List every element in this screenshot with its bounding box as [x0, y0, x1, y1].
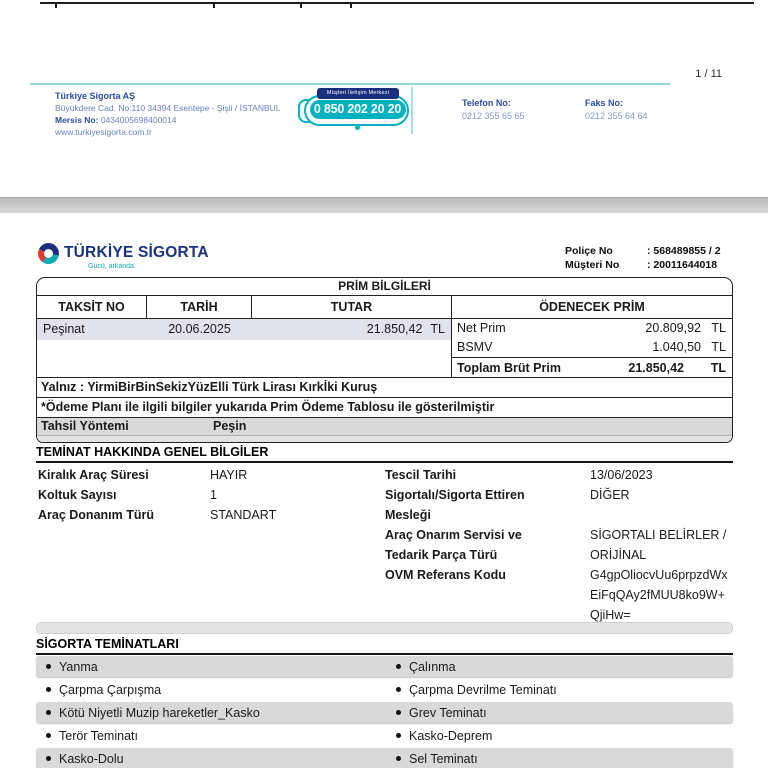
col-header-installment: TAKSİT NO: [37, 296, 147, 318]
net-premium-value: 20.809,92: [645, 321, 701, 335]
bullet-icon: [46, 664, 51, 669]
info-label: Araç Onarım Servisi ve Tedarik Parça Türü: [385, 528, 522, 562]
ovm-reference-code: G4gpOliocvUu6prpzdWxEiFqQAy2fMUU8ko9W+QjiHw=: [590, 568, 728, 622]
info-row: [385, 565, 733, 625]
installment-amount-cell: [252, 319, 451, 340]
brand-name: TÜRKİYE SİGORTA: [64, 244, 209, 261]
info-value: HAYIR: [210, 468, 248, 482]
installment-name: Peşinat: [43, 322, 85, 336]
coverage-label: Yanma: [59, 659, 98, 674]
bullet-icon: [46, 687, 51, 692]
table-tick: [350, 3, 352, 8]
coverage-label: Kasko-Deprem: [409, 728, 493, 743]
coverage-label: Çalınma: [409, 659, 456, 674]
info-label: Kiralık Araç Süresi: [38, 468, 149, 482]
coverage-item: [36, 729, 386, 743]
net-premium-label: Net Prim: [457, 321, 506, 335]
bullet-icon: [396, 733, 401, 738]
collection-method-value: Peşin: [213, 419, 247, 433]
mersis-label: Mersis No:: [55, 115, 99, 125]
installment-currency: TL: [430, 322, 445, 336]
gross-total-value: 21.850,42: [628, 360, 684, 375]
info-value: SİGORTALI BELİRLER / ORİJİNAL: [590, 528, 727, 562]
customer-no-value: : 20011644018: [647, 259, 718, 271]
table-bottom-edge: [40, 2, 754, 4]
call-center-number: 0 850 202 20 20: [310, 100, 406, 119]
bullet-icon: [46, 710, 51, 715]
payment-plan-note: *Ödeme Planı ile ilgili bilgiler yukarıda Prim Ödeme Tablosu ile gösterilmiştir: [37, 397, 732, 417]
fax-number: 0212 355 64 64: [585, 111, 648, 121]
general-info-title: TEMİNAT HAKKINDA GENEL BİLGİLER: [36, 445, 269, 459]
info-row: [385, 465, 733, 485]
info-value: DİĞER: [590, 488, 630, 502]
info-label: OVM Referans Kodu: [385, 568, 506, 582]
gross-total-label: Toplam Brüt Prim: [457, 360, 561, 375]
table-bottom-strip: [37, 435, 732, 442]
info-label: Araç Donanım Türü: [38, 508, 154, 522]
info-value: 13/06/2023: [590, 468, 653, 482]
company-name: Türkiye Sigorta AŞ: [55, 91, 136, 101]
phone-number: 0212 355 65 65: [462, 111, 525, 121]
bullet-icon: [396, 664, 401, 669]
info-row: [38, 505, 373, 525]
premium-table-title: PRİM BİLGİLERİ: [37, 278, 732, 296]
table-tick: [300, 3, 302, 8]
coverage-row: [36, 656, 733, 677]
info-row: [385, 525, 733, 565]
coverage-label: Terör Teminatı: [59, 728, 138, 743]
phone-label: Telefon No:: [462, 98, 511, 108]
coverage-label: Çarpma Devrilme Teminatı: [409, 682, 557, 697]
info-row: [38, 485, 373, 505]
footer-divider-line: [30, 83, 670, 85]
coverage-item: [36, 706, 386, 720]
fax-block: [585, 97, 648, 123]
badge-dot-icon: [355, 125, 360, 130]
policy-no-value: : 568489855 / 2: [647, 245, 721, 257]
bullet-icon: [396, 710, 401, 715]
info-label: Sigortalı/Sigorta Ettiren Mesleği: [385, 488, 525, 522]
company-address-block: [55, 90, 281, 138]
brand-logo: [38, 241, 258, 275]
company-street-address: Büyükdere Cad. No:110 34394 Esentepe - Şişli / İSTANBUL: [55, 103, 281, 113]
premium-table: [36, 277, 733, 443]
coverages-rule: [36, 653, 733, 655]
info-label: Koltuk Sayısı: [38, 488, 117, 502]
bsmv-row: [452, 338, 732, 357]
coverages-list: [36, 656, 733, 768]
info-label: Tescil Tarihi: [385, 468, 457, 482]
premium-table-body: [37, 319, 732, 377]
coverages-title: SİGORTA TEMİNATLARI: [36, 637, 179, 651]
policy-id-block: [565, 244, 721, 272]
coverage-item: [386, 683, 733, 697]
net-premium-currency: TL: [711, 321, 726, 335]
fax-label: Faks No:: [585, 98, 624, 108]
general-info-right-column: [385, 465, 733, 625]
coverage-item: [386, 660, 733, 674]
page-2: [0, 213, 768, 768]
payable-section: [452, 319, 732, 377]
coverage-item: [386, 752, 733, 766]
installment-section: [37, 319, 452, 377]
coverage-row: [36, 679, 733, 700]
coverage-row: [36, 748, 733, 768]
section-divider-bar: [36, 622, 733, 634]
table-tick: [55, 3, 57, 8]
bullet-icon: [396, 756, 401, 761]
coverage-label: Kasko-Dolu: [59, 751, 124, 766]
amount-in-words: Yalnız : YirmiBirBinSekizYüzElli Türk Lirası Kırkİki Kuruş: [37, 377, 732, 397]
customer-no-row: [565, 258, 721, 272]
coverage-row: [36, 725, 733, 746]
coverage-item: [386, 729, 733, 743]
policy-no-label: Poliçe No: [565, 245, 613, 257]
coverage-label: Kötü Niyetli Muzip hareketler_Kasko: [59, 705, 260, 720]
page-number: 1 / 11: [695, 68, 722, 80]
info-row: [38, 465, 373, 485]
coverage-item: [36, 660, 386, 674]
coverage-item: [36, 752, 386, 766]
coverage-item: [36, 683, 386, 697]
bsmv-value: 1.040,50: [652, 340, 701, 354]
coverage-label: Grev Teminatı: [409, 705, 487, 720]
coverage-row: [36, 702, 733, 723]
turkiye-sigorta-logo-icon: [38, 243, 59, 264]
contact-divider-line: [411, 87, 413, 134]
bullet-icon: [396, 687, 401, 692]
table-tick: [213, 3, 215, 8]
bullet-icon: [46, 756, 51, 761]
general-info-rule: [36, 461, 733, 463]
collection-method-label: Tahsil Yöntemi: [41, 419, 129, 433]
col-header-amount: TUTAR: [252, 296, 452, 318]
gross-total-row: [452, 357, 732, 377]
premium-table-header: [37, 296, 732, 319]
gross-total-currency: TL: [710, 360, 726, 375]
bsmv-currency: TL: [711, 340, 726, 354]
info-row: [385, 485, 733, 525]
company-website-link: www.turkiyesigorta.com.tr: [55, 127, 152, 137]
coverage-label: Sel Teminatı: [409, 751, 478, 766]
net-premium-row: [452, 319, 732, 338]
coverage-label: Çarpma Çarpışma: [59, 682, 162, 697]
customer-no-label: Müşteri No: [565, 259, 620, 271]
call-center-badge: [302, 88, 414, 136]
mersis-value: 0434005698400014: [100, 115, 177, 125]
coverage-item: [386, 706, 733, 720]
info-value: STANDART: [210, 508, 277, 522]
page-1-footer: [0, 0, 768, 197]
policy-no-row: [565, 244, 721, 258]
installment-row: [37, 319, 451, 340]
installment-date: 20.06.2025: [168, 322, 231, 336]
col-header-payable: ÖDENECEK PRİM: [539, 300, 645, 314]
brand-tagline: Gücü, arkanda.: [88, 263, 136, 270]
installment-amount: 21.850,42: [366, 322, 423, 336]
collection-method-row: [37, 417, 732, 435]
call-center-label: Müşteri İletişim Merkezi: [317, 88, 399, 99]
bsmv-label: BSMV: [457, 340, 493, 354]
mersis-line: [55, 114, 281, 126]
info-value: 1: [210, 488, 217, 502]
bullet-icon: [46, 733, 51, 738]
phone-block: [462, 97, 525, 123]
general-info-left-column: [38, 465, 373, 525]
col-header-date: TARİH: [147, 296, 252, 318]
